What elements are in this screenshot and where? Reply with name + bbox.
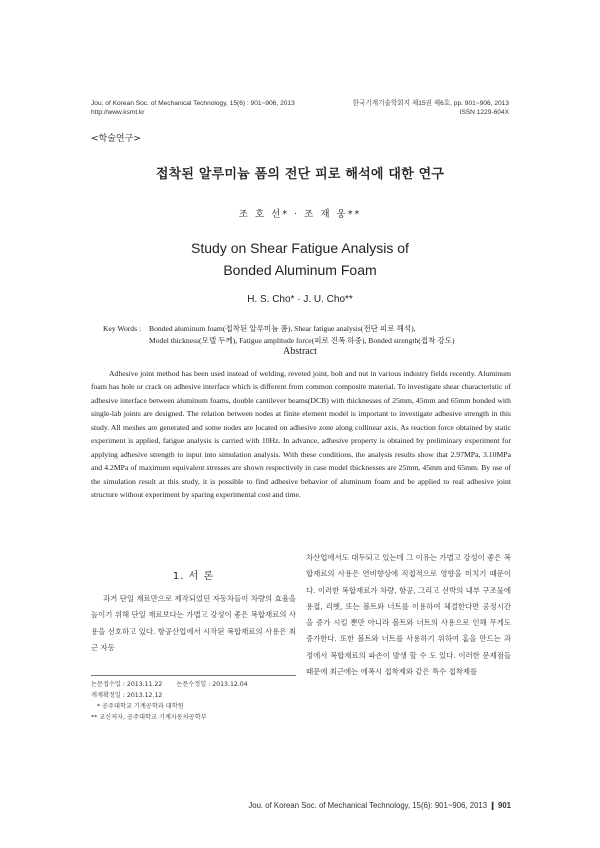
intro-paragraph-right: 차산업에서도 대두되고 있는데 그 이유는 가볍고 강성이 좋은 복합재료의 사용은 연비향상에 직접적으로 영향을 미치기 때문이다. 이러한 복합재료가 차량, 항공, 그리고 선박의 내부 구조물에 용접, 리벳, 또는 볼트와 너트를 이용하여 체결한다면 공정시간을 증가 시킬 뿐만 아니라 볼트와 너트의 사용으로 인해 무게도 증가한다. 또한 볼트와 너트를 사용하기 위하여 홈을 만드는 과정에서 복합재료의 파손이 발생 할 수 도 있다. 이러한 문제점들 때문에 최근에는 에폭시 접착제와 같은 특수 접착제를 — [306, 553, 511, 677]
keywords — [103, 323, 523, 347]
page-footer: Jou. of Korean Soc. of Mechanical Technology, 15(6): 901~906, 2013 ❙ 901 — [248, 801, 511, 810]
abstract-text: Adhesive joint method has been used instead of welding, reveted joint, bolt and nut in various industry fields recently. Aluminum foam has hole or crack on adhesive interface which is different from common composite material. To investigate shear characteristic of adhesive interface between aluminum foams, double cantilever beams(DCB) with thicknesses of 25mm, 45mm and 65mm bonded with single-lab joints are designed. The relation between nodes at finite element model is important to investigate adhesive strength in this study. All meshes are generated and some nodes are located on adhesive zone along collinear axis. As reaction force obtained by static experiment is applied, fatigue analysis is carried with 10Hz. In advance, adhesive property is obtained by preliminary experiment for applying adhesive strength to input into simulation analysis. With these conditions, the analysis results show that 2.97MPa, 3.10MPa and 4.2MPa of maximum equivalent stresses are shown respectively in case model thicknesses are 25mm, 45mm and 65mm. By use of the simulation result at this study, it is possible to find adhesive behavior of aluminum foam and be applied to real adhesive joint structure without experiment by sparing experimental cost and time. — [91, 369, 511, 500]
journal-citation: Jou. of Korean Soc. of Mechanical Technology, 15(6) : 901~906, 2013 — [91, 100, 295, 107]
author2-affiliation: ** 교신저자, 공주대학교 기계자동차공학부 — [91, 714, 207, 721]
author1-affiliation: * 공주대학교 기계공학과 대학원 — [97, 703, 184, 710]
keywords-line1: Bonded aluminum foam(접착된 알루미늄 폼), Shear fatigue analysis(전단 피로 해석), — [149, 324, 416, 333]
keywords-line2: Model thickness(모델 두께), Fatigue amplitude force(피로 진폭 하중), Bonded strength(접착 강도) — [149, 336, 455, 345]
section-heading: 1. 서 론 — [172, 571, 215, 582]
accepted-date: 게재확정일 : 2013.12.12 — [91, 692, 163, 699]
received-date: 논문접수일 : 2013.11.22 — [91, 681, 163, 688]
english-title-line1: Study on Shear Fatigue Analysis of — [191, 240, 409, 256]
abstract-title: Abstract — [283, 346, 317, 357]
korean-title: 접착된 알루미늄 폼의 전단 피로 해석에 대한 연구 — [155, 167, 445, 182]
section-tag: <학술연구> — [91, 134, 141, 144]
english-title — [0, 237, 600, 281]
korean-authors: 조 호 선* · 조 재 웅** — [238, 209, 362, 220]
keywords-label: Key Words : — [103, 324, 142, 333]
journal-header-right — [269, 99, 509, 117]
english-title-line2: Bonded Aluminum Foam — [223, 262, 377, 278]
english-authors: H. S. Cho* · J. U. Cho** — [247, 294, 353, 305]
journal-url: http://www.ksmt.kr — [91, 109, 145, 116]
footnotes — [91, 679, 306, 723]
journal-issn: ISSN 1229-604X — [459, 109, 509, 116]
footer-citation: Jou. of Korean Soc. of Mechanical Technology, 15(6): 901~906, 2013 — [248, 801, 488, 810]
left-column — [91, 567, 296, 656]
revised-date: 논문수정일 : 2013.12.04 — [176, 681, 248, 688]
journal-citation-korean: 한국기계기술학회지 제15권 제6호, pp. 901~906, 2013 — [352, 100, 509, 107]
intro-paragraph-left: 과거 단일 재료만으로 제작되었던 자동차들이 차량의 효율을 높이기 위해 단일 재료보다는 가볍고 강성이 좋은 복합재료의 사용을 선호하고 있다. 항공산업에서 시작된 복합재료의 사용은 최근 자동 — [91, 594, 296, 652]
footnote-divider — [91, 675, 296, 676]
page-number: 901 — [497, 801, 511, 810]
right-column — [306, 550, 511, 680]
